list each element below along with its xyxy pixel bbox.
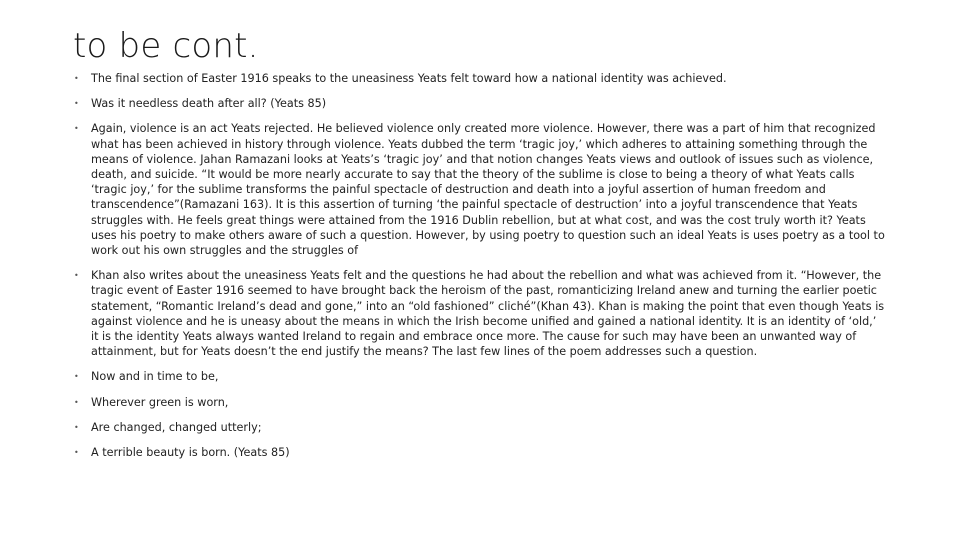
- bullet-text: The final section of Easter 1916 speaks to the uneasiness Yeats felt toward how a national identity was achieved.: [91, 72, 727, 85]
- bullet-dot-icon: •: [74, 372, 79, 382]
- bullet-text: Wherever green is worn,: [91, 395, 229, 409]
- slide-title: to be cont.: [73, 26, 259, 66]
- bullet-text: A terrible beauty is born. (Yeats 85): [91, 446, 290, 460]
- bullet-text: Now and in time to be,: [91, 370, 219, 384]
- bullet-text: Again, violence is an act Yeats rejected. He believed violence only created more violence. However, there was a part of him that recognized what has been achieved in history through violence. Yeats dubbed the term ‘tragic joy,’ which adheres to attaining something through the means of violence. Jahan Ramazani looks at Yeats’s ‘tragic joy’ and that notion changes Yeats views and outlook of issues such as violence, death, and suicide. “It would be more nearly accurate to say that the theory of the sublime is close to being a theory of what Yeats calls ‘tragic joy,’ for the sublime transforms the painful spectacle of destruction and death into a joyful assertion of human freedom and transcendence”(Ramazani 163). It is this assertion of turning ‘the painful spectacle of destruction’ into a joyful transcendence that Yeats struggles with. He feels great things were attained from the 1916 Dublin rebellion, but at what cost, and was the cost truly worth it? Yeats uses his poetry to make others aware of such a question. However, by using poetry to question such an ideal Yeats is uses poetry as a tool to work out his own struggles and the struggles of: [91, 122, 885, 258]
- bullet-item: [74, 420, 886, 435]
- bullet-item: [74, 96, 886, 111]
- bullet-item: [74, 121, 886, 258]
- bullet-text: Was it needless death after all? (Yeats 85): [91, 97, 327, 111]
- bullet-dot-icon: •: [74, 271, 79, 281]
- bullet-item: [74, 268, 886, 359]
- bullet-dot-icon: •: [74, 124, 79, 134]
- bullet-dot-icon: •: [74, 397, 79, 407]
- bullet-dot-icon: •: [74, 448, 79, 458]
- bullet-item: [74, 445, 886, 460]
- bullet-text: Are changed, changed utterly;: [91, 420, 262, 434]
- bullet-dot-icon: •: [74, 422, 79, 432]
- bullet-text: Khan also writes about the uneasiness Yeats felt and the questions he had about the rebellion and what was achieved from it. “However, the tragic event of Easter 1916 seemed to have brought back the heroism of the past, romanticizing Ireland anew and turning the earlier poetic statement, “Romantic Ireland’s dead and gone,” into an “old fashioned” cliché”(Khan 43). Khan is making the point that even though Yeats is against violence and he is uneasy about the means in which the Irish become unified and gained a national identity. It is an identity of ‘old,’ it is the identity Yeats always wanted Ireland to regain and embrace once more. The cause for such may have been an unwanted way of attainment, but for Yeats doesn’t the end justify the means? The last few lines of the poem addresses such a question.: [91, 269, 885, 359]
- bullet-dot-icon: •: [74, 74, 79, 83]
- bullet-list: [74, 71, 886, 470]
- bullet-item: [74, 71, 886, 86]
- bullet-item: [74, 369, 886, 384]
- bullet-dot-icon: •: [74, 99, 79, 109]
- bullet-item: [74, 395, 886, 410]
